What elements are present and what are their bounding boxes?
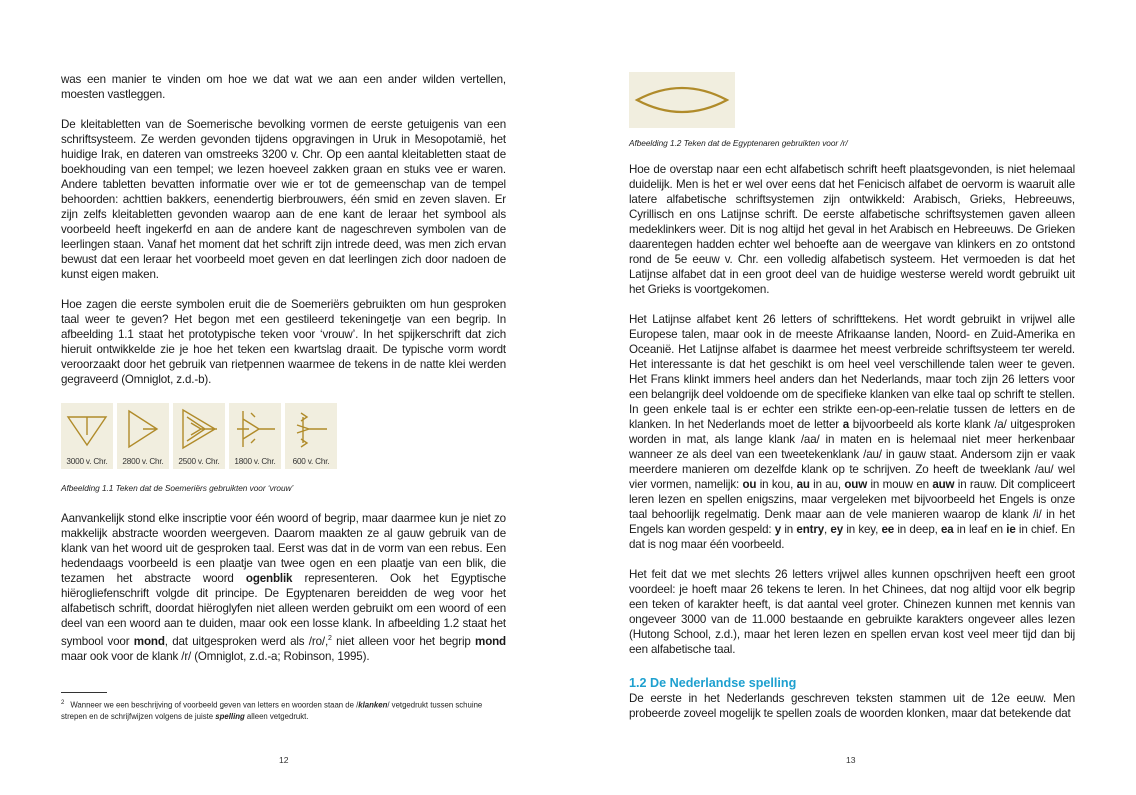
text-run: in xyxy=(843,523,859,536)
left-paragraph-1: was een manier te vinden om hoe we dat wat we aan een ander wilden vertellen, moesten vastleggen. xyxy=(61,73,506,101)
left-paragraph-3: Hoe zagen die eerste symbolen eruit die de Soemeriërs gebruikten om hun gesproken taal weer te geven? Het begon met een gestileerd tekeningetje van een begrip. In afbeelding 1.1 staat het prototypische teken voor ‘vrouw’. In het spijkerschrift dat zich hieruit ontwikkelde zie je hoe het teken een kwartslag draait. De typische vorm wordt veroorzaakt door het gebruik van rietpennen waarmee de tekens in de natte klei werden gegraveerd (Omniglot, z.d.-b). xyxy=(61,298,506,386)
example-word: rauw xyxy=(969,478,994,491)
text-run: in xyxy=(756,478,772,491)
text-run: , xyxy=(875,523,882,536)
figure-1-1-sumerian-signs xyxy=(61,403,506,469)
text-run: in xyxy=(781,523,797,536)
text-run: , dat uitgesproken werd als /ro/, xyxy=(164,634,329,648)
text-run: in xyxy=(867,478,883,491)
sign-date: 2500 v. Chr. xyxy=(178,457,220,466)
text-run: in xyxy=(954,478,970,491)
left-paragraph-2: De kleitabletten van de Soemerische bevolking vormen de eerste getuigenis van een schriftsysteem. Ze werden gevonden tijdens opgravingen in Uruk in Mesopotamië, het huidige Irak, en dateren van omstreeks 3200 v. Chr. Op een aantal kleitabletten staat de boekhouding van een tempel; we lezen hoeveel zakken graan en stuks vee er waren. Andere tabletten bevatten informatie over wie er tot de gemeenschap van de tempel behoorden: achttien bakkers, eenendertig bierbrouwers, één smid en zeven slaven. Er zijn zelfs kleitabletten gevonden waarop aan de ene kant de leraar het symbool als voorbeeld heeft ingekerfd en aan de andere kant de nageschreven symbolen van de leerlingen staan. Vanaf het moment dat het schrift zijn intrede deed, was men zich ervan bewust dat een leraar het voorbeeld moet geven en dat leerlingen zich door nadoen de kunst eigen maken. xyxy=(61,118,506,281)
text-run: bijvoorbeeld als korte klank /a/ uitgesproken worden in xyxy=(629,418,1075,446)
right-paragraph-3: Het feit dat we met slechts 26 letters vrijwel alles kunnen opschrijven heeft een groot voordeel: je hoeft maar 26 tekens te leren. In het Chinees, dat nog altijd voor elk begrip een teken of karakter heeft, is dat aantal veel groter. Chinezen kunnen met kennis van ongeveer 3000 van de 11.000 bestaande en gebruikte karakters ongeveer alles lezen (Hutong School, z.d.), maar het leren lezen en spellen ervan kost veel meer tijd dan bij een alfabetische taal. xyxy=(629,568,1075,656)
text-run: representeren. Ook het Egyptische hiërogliefenschrift volgde dit principe. De Egyptenaren bereidden de weg voor het alfabetisch schrift, doordat hiëroglyfen niet alleen werden gebruikt om een woord of een deel van een woord aan te duiden, maar ook een losse klank. In afbeelding 1.2 staat het symbool voor xyxy=(61,572,506,648)
text-run: , als lange klank /aa/ in xyxy=(705,433,841,446)
text-run: en is helemaal niet meer herkenbaar wanneer ze als deel van een tweetekenklank /au/ in xyxy=(629,433,1075,461)
bold-term: auw xyxy=(932,478,955,491)
text-run: Wanneer we een beschrijving of voorbeeld geven van letters en woorden staan de / xyxy=(70,700,359,710)
late-cuneiform-glyph-icon xyxy=(285,403,337,455)
triangle-right-glyph-icon xyxy=(117,403,169,455)
right-paragraph-2 xyxy=(629,312,1075,552)
example-word: deep xyxy=(909,523,935,536)
sign-3000bc xyxy=(61,403,113,469)
bold-term: ie xyxy=(1006,523,1016,536)
example-word: key xyxy=(858,523,876,536)
text-run: maar ook voor de klank /r/ (Omniglot, z.d.-a; Robinson, 1995). xyxy=(61,649,370,663)
sign-date: 2800 v. Chr. xyxy=(122,457,164,466)
text-run: en xyxy=(987,523,1007,536)
right-text-column xyxy=(629,72,1075,721)
example-word: gauw xyxy=(898,448,926,461)
page-number-right: 13 xyxy=(846,755,856,765)
sign-2500bc xyxy=(173,403,225,469)
right-paragraph-1: Hoe de overstap naar een echt alfabetisch schrift heeft plaatsgevonden, is niet helemaal duidelijk. Men is het er wel over eens dat het Fenicisch alfabet de oervorm is waaruit alle latere alfabetische schriftsystemen zijn ontwikkeld: Arabisch, Grieks, Hebreeuws, Cyrillisch en ons Latijnse schrift. De eerste alfabetische schriftsystemen gaven alleen medeklinkers weer. Dit is nog altijd het geval in het Arabisch en Hebreeuws. De Grieken daarentegen hadden echter wel behoefte aan de weergave van klinkers en zo ontstond rond de 5e eeuw v. Chr. een volledig alfabetisch systeem. Het vermoeden is dat het Latijnse alfabet dat in een groot deel van de huidige westerse wereld wordt gebruikt uit het Grieks is voortgekomen. xyxy=(629,163,1075,296)
bold-term: ey xyxy=(830,523,844,536)
text-run: / vetgedrukt tussen schuine strepen en de schrijfwijzen volgens de juiste xyxy=(61,700,483,721)
left-paragraph-4 xyxy=(61,511,506,664)
right-page xyxy=(568,0,1136,795)
figure-1-2-egyptian-mouth-sign xyxy=(629,72,735,128)
page-number-left: 12 xyxy=(279,755,289,765)
triangle-down-glyph-icon xyxy=(61,403,113,455)
right-paragraph-4: De eerste in het Nederlands geschreven teksten stammen uit de 12e eeuw. Men probeerde zoveel mogelijk te spellen zoals de woorden klonken, maar dat betekende dat xyxy=(629,692,1075,720)
section-heading: 1.2 De Nederlandse spelling xyxy=(629,676,797,690)
text-run: en xyxy=(912,478,933,491)
text-run: , xyxy=(837,478,845,491)
sign-date: 600 v. Chr. xyxy=(292,457,330,466)
bold-term: mond xyxy=(133,634,165,648)
figure-1-1-caption: Afbeelding 1.1 Teken dat de Soemeriërs gebruikten voor ‘vrouw’ xyxy=(61,483,294,493)
bold-term: mond xyxy=(475,634,506,648)
text-run: in xyxy=(953,523,969,536)
footnote xyxy=(61,698,506,722)
text-run: in xyxy=(894,523,910,536)
mouth-hieroglyph-icon xyxy=(629,72,735,128)
figure-1-2-caption: Afbeelding 1.2 Teken dat de Egyptenaren gebruikten voor /r/ xyxy=(629,138,848,148)
text-run: niet alleen voor het begrip xyxy=(331,634,476,648)
cuneiform-glyph-icon xyxy=(229,403,281,455)
text-run: alleen vetgedrukt. xyxy=(244,711,309,721)
bold-italic-term: spelling xyxy=(215,711,245,721)
sign-600bc xyxy=(285,403,337,469)
bold-italic-term: klanken xyxy=(358,700,388,710)
text-run: in xyxy=(809,478,826,491)
example-word: chief xyxy=(1030,523,1055,536)
text-run: , xyxy=(824,523,831,536)
example-word: kou xyxy=(771,478,791,491)
bold-term: a xyxy=(842,418,850,431)
sign-date: 1800 v. Chr. xyxy=(234,457,276,466)
sign-date: 3000 v. Chr. xyxy=(66,457,108,466)
text-run: . Dit compliceert leren lezen en spellen enigszins, maar vergeleken met bijvoorbeeld het Engels is onze taal behoorlijk regelmatig. Denk maar aan de vele manieren waarop de klank /i/ in het Engels kan worden gespeld: xyxy=(629,478,1075,536)
wedge-triangle-glyph-icon xyxy=(173,403,225,455)
bold-term: ou xyxy=(742,478,757,491)
bold-term: ogenblik xyxy=(245,572,293,585)
text-run: . En dat is nog maar één voorbeeld. xyxy=(629,523,1075,551)
bold-term: y xyxy=(774,523,782,536)
sign-1800bc xyxy=(229,403,281,469)
example-word: au xyxy=(825,478,838,491)
sign-2800bc xyxy=(117,403,169,469)
bold-term: ouw xyxy=(844,478,868,491)
left-text-column xyxy=(61,72,506,664)
example-word: maten xyxy=(840,433,872,446)
text-run: staat. Andersom zijn er vaak meerdere manieren om dezelfde klank op te schrijven. Zo heeft de tweeklank /au/ wel vier vormen, namelijk: xyxy=(629,448,1075,491)
text-run: , xyxy=(790,478,797,491)
text-run: Het Latijnse alfabet kent 26 letters of schrifttekens. Het wordt gebruikt in vrijwel alle Europese talen, maar ook in de meeste Afrikaanse landen, Noord- en Zuid-Amerika en Oceanië. Het Latijnse alfabet is daarmee het meest verbreide schriftsysteem ter wereld. Het interessante is dat het geschikt is om heel veel verschillende talen weer te geven. Het Frans klinkt immers heel anders dan het Nederlands, maar toch zijn 26 letters voor een belangrijk deel voldoende om de specifieke klanken van elke taal op schrift te stellen. In geen enkele taal is er echter een strikte een-op-een-relatie tussen de letters en de klanken. In het Nederlands moet de letter xyxy=(629,313,1075,431)
example-word: leaf xyxy=(968,523,988,536)
example-word: mouw xyxy=(882,478,913,491)
bold-term: ea xyxy=(941,523,954,536)
footnote-divider xyxy=(61,692,107,693)
bold-term: au xyxy=(796,478,810,491)
footnote-marker[interactable]: 2 xyxy=(328,635,332,642)
example-word: mat xyxy=(686,433,706,446)
text-run: Aanvankelijk stond elke inscriptie voor één woord of begrip, maar daarmee kun je niet zo makkelijk abstracte woorden weergeven. Daarom maakten ze al gauw gebruik van de klank van het woord uit de gesproken taal. Eerst was dat in de vorm van een rebus. Een hedendaags voorbeeld is een plaatje van twee ogen en een plaatje van een blik, die tezamen het abstracte woord xyxy=(61,512,506,585)
bold-term: ee xyxy=(881,523,895,536)
text-run: , xyxy=(934,523,941,536)
bold-term: entry xyxy=(796,523,825,536)
text-run: in xyxy=(1015,523,1031,536)
footnote-number: 2 xyxy=(61,700,65,706)
